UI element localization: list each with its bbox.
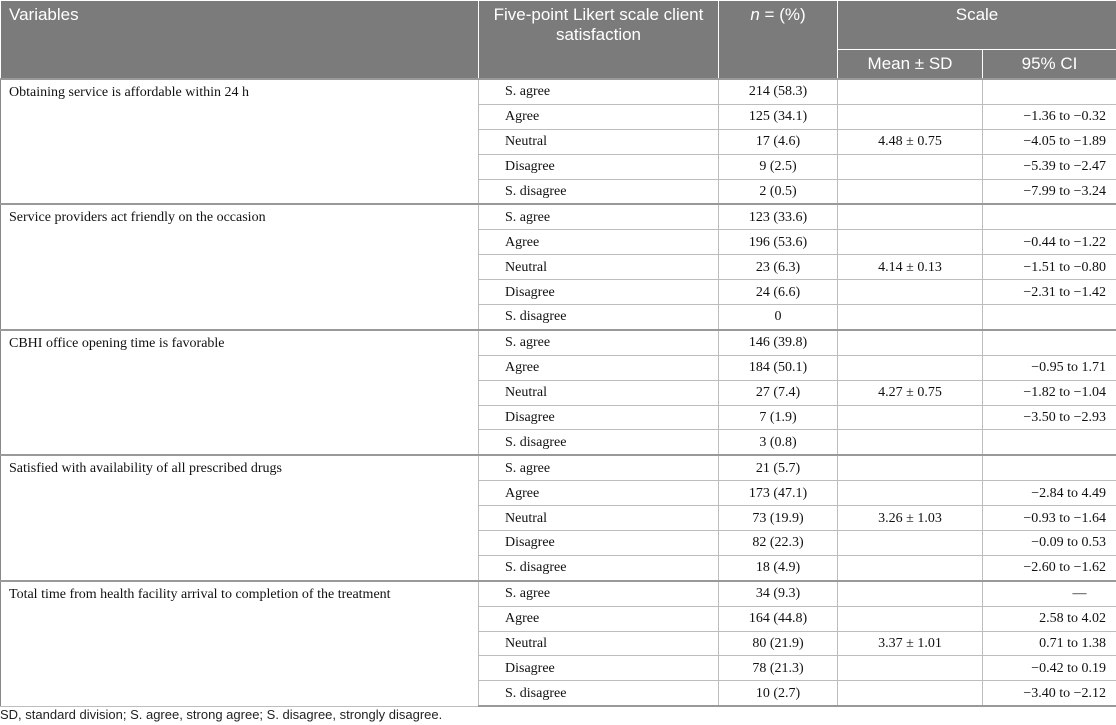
n-percent-cell: 184 (50.1)	[719, 355, 838, 380]
n-percent-cell: 164 (44.8)	[719, 606, 838, 631]
header-n-symbol: n	[750, 5, 760, 24]
ci-cell: −3.40 to −2.12	[983, 681, 1116, 706]
likert-cell: Neutral	[479, 380, 719, 405]
n-percent-cell: 21 (5.7)	[719, 455, 838, 480]
ci-cell: −0.95 to 1.71	[983, 355, 1116, 380]
mean-sd-cell: 4.48 ± 0.75	[838, 129, 983, 154]
likert-cell: Disagree	[479, 405, 719, 430]
mean-sd-cell	[838, 681, 983, 706]
mean-sd-cell	[838, 606, 983, 631]
likert-cell: S. agree	[479, 79, 719, 104]
ci-cell: −7.99 to −3.24	[983, 179, 1116, 204]
table-header	[1, 1, 1116, 80]
n-percent-cell: 173 (47.1)	[719, 481, 838, 506]
variable-cell: Total time from health facility arrival to completion of the treatment	[1, 581, 479, 706]
likert-cell: Disagree	[479, 531, 719, 556]
mean-sd-cell	[838, 481, 983, 506]
ci-cell: −1.36 to −0.32	[983, 104, 1116, 129]
table-footnote: SD, standard division; S. agree, strong agree; S. disagree, strongly disagree.	[0, 707, 443, 722]
n-percent-cell: 125 (34.1)	[719, 104, 838, 129]
ci-cell: −0.44 to −1.22	[983, 230, 1116, 255]
mean-sd-cell	[838, 430, 983, 455]
mean-sd-cell	[838, 656, 983, 681]
mean-sd-cell	[838, 555, 983, 580]
mean-sd-cell	[838, 280, 983, 305]
header-scale: Scale	[838, 1, 1116, 50]
likert-cell: Agree	[479, 606, 719, 631]
ci-cell: −5.39 to −2.47	[983, 154, 1116, 179]
likert-cell: Neutral	[479, 129, 719, 154]
variable-cell: Service providers act friendly on the occasion	[1, 204, 479, 329]
table-row	[1, 330, 1116, 355]
n-percent-cell: 18 (4.9)	[719, 555, 838, 580]
ci-cell: −1.82 to −1.04	[983, 380, 1116, 405]
header-mean-sd: Mean ± SD	[838, 50, 983, 80]
ci-cell: 0.71 to 1.38	[983, 631, 1116, 656]
likert-cell: S. agree	[479, 455, 719, 480]
header-n-percent	[719, 1, 838, 80]
mean-sd-cell	[838, 531, 983, 556]
n-percent-cell: 3 (0.8)	[719, 430, 838, 455]
ci-cell	[983, 455, 1116, 480]
n-percent-cell: 23 (6.3)	[719, 255, 838, 280]
ci-cell: −3.50 to −2.93	[983, 405, 1116, 430]
variable-cell: Obtaining service is affordable within 24 h	[1, 79, 479, 204]
table-body	[1, 79, 1116, 706]
table-row	[1, 204, 1116, 229]
n-percent-cell: 9 (2.5)	[719, 154, 838, 179]
header-n-suffix: = (%)	[759, 5, 806, 24]
variable-cell: Satisfied with availability of all prescribed drugs	[1, 455, 479, 580]
ci-cell	[983, 79, 1116, 104]
mean-sd-cell: 3.26 ± 1.03	[838, 506, 983, 531]
n-percent-cell: 78 (21.3)	[719, 656, 838, 681]
n-percent-cell: 10 (2.7)	[719, 681, 838, 706]
likert-cell: Neutral	[479, 255, 719, 280]
likert-cell: Neutral	[479, 631, 719, 656]
n-percent-cell: 7 (1.9)	[719, 405, 838, 430]
n-percent-cell: 196 (53.6)	[719, 230, 838, 255]
mean-sd-cell	[838, 581, 983, 606]
n-percent-cell: 24 (6.6)	[719, 280, 838, 305]
likert-cell: S. disagree	[479, 430, 719, 455]
n-percent-cell: 82 (22.3)	[719, 531, 838, 556]
ci-cell: −4.05 to −1.89	[983, 129, 1116, 154]
mean-sd-cell	[838, 305, 983, 330]
n-percent-cell: 27 (7.4)	[719, 380, 838, 405]
header-variables: Variables	[1, 1, 479, 80]
ci-cell: −0.09 to 0.53	[983, 531, 1116, 556]
mean-sd-cell	[838, 405, 983, 430]
ci-cell: —	[983, 581, 1116, 606]
mean-sd-cell: 4.14 ± 0.13	[838, 255, 983, 280]
likert-cell: S. agree	[479, 204, 719, 229]
mean-sd-cell	[838, 154, 983, 179]
mean-sd-cell	[838, 79, 983, 104]
mean-sd-cell: 4.27 ± 0.75	[838, 380, 983, 405]
ci-cell: −0.42 to 0.19	[983, 656, 1116, 681]
mean-sd-cell: 3.37 ± 1.01	[838, 631, 983, 656]
mean-sd-cell	[838, 330, 983, 355]
table-row	[1, 79, 1116, 104]
ci-cell: −2.84 to 4.49	[983, 481, 1116, 506]
mean-sd-cell	[838, 455, 983, 480]
n-percent-cell: 17 (4.6)	[719, 129, 838, 154]
ci-cell	[983, 330, 1116, 355]
n-percent-cell: 80 (21.9)	[719, 631, 838, 656]
table-row	[1, 581, 1116, 606]
ci-cell: −1.51 to −0.80	[983, 255, 1116, 280]
n-percent-cell: 146 (39.8)	[719, 330, 838, 355]
likert-cell: Agree	[479, 230, 719, 255]
mean-sd-cell	[838, 104, 983, 129]
mean-sd-cell	[838, 355, 983, 380]
likert-cell: S. disagree	[479, 179, 719, 204]
likert-cell: Agree	[479, 355, 719, 380]
ci-cell	[983, 204, 1116, 229]
n-percent-cell: 0	[719, 305, 838, 330]
likert-cell: S. disagree	[479, 681, 719, 706]
ci-cell: −2.60 to −1.62	[983, 555, 1116, 580]
likert-cell: Agree	[479, 104, 719, 129]
likert-cell: Disagree	[479, 656, 719, 681]
likert-cell: S. disagree	[479, 305, 719, 330]
ci-cell: −0.93 to −1.64	[983, 506, 1116, 531]
ci-cell: −2.31 to −1.42	[983, 280, 1116, 305]
ci-cell	[983, 430, 1116, 455]
mean-sd-cell	[838, 179, 983, 204]
n-percent-cell: 73 (19.9)	[719, 506, 838, 531]
likert-cell: Agree	[479, 481, 719, 506]
likert-cell: S. disagree	[479, 555, 719, 580]
n-percent-cell: 2 (0.5)	[719, 179, 838, 204]
n-percent-cell: 34 (9.3)	[719, 581, 838, 606]
header-ci: 95% CI	[983, 50, 1116, 80]
mean-sd-cell	[838, 230, 983, 255]
header-likert-scale: Five-point Likert scale client satisfaction	[479, 1, 719, 80]
table-row	[1, 455, 1116, 480]
ci-cell	[983, 305, 1116, 330]
n-percent-cell: 123 (33.6)	[719, 204, 838, 229]
variable-cell: CBHI office opening time is favorable	[1, 330, 479, 455]
mean-sd-cell	[838, 204, 983, 229]
ci-cell: 2.58 to 4.02	[983, 606, 1116, 631]
likert-cell: Disagree	[479, 154, 719, 179]
likert-cell: Disagree	[479, 280, 719, 305]
likert-cell: S. agree	[479, 581, 719, 606]
likert-cell: S. agree	[479, 330, 719, 355]
likert-cell: Neutral	[479, 506, 719, 531]
n-percent-cell: 214 (58.3)	[719, 79, 838, 104]
